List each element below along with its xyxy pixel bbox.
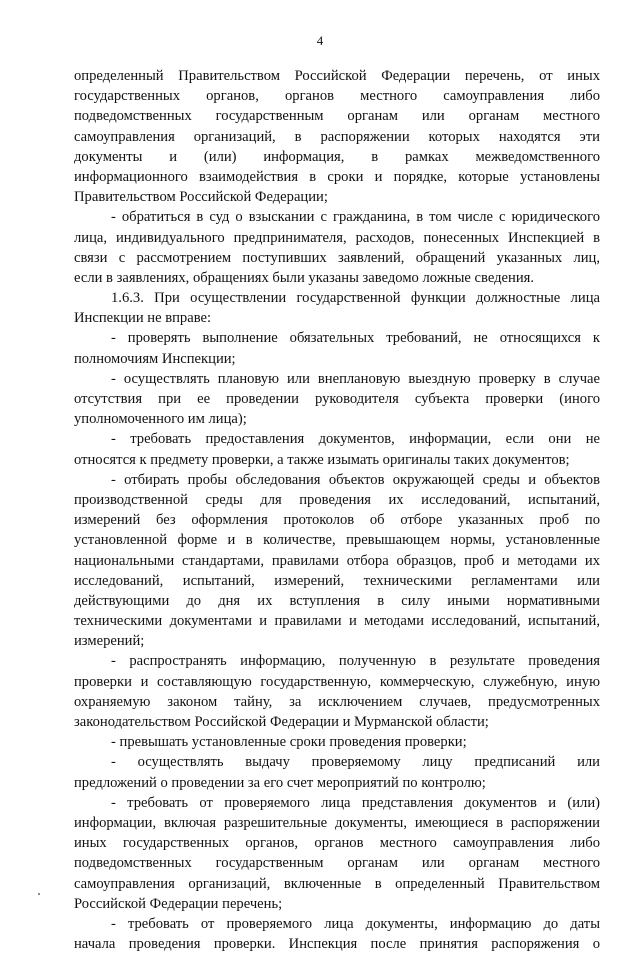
text-line: измерений; bbox=[74, 633, 145, 650]
text-line: - требовать от проверяемого лица представления документов и (или) bbox=[111, 794, 600, 811]
text-line: определенный Правительством Российской Федерации перечень, от иных bbox=[74, 68, 600, 84]
text-line: - превышать установленные сроки проведения проверки; bbox=[111, 734, 467, 751]
text-line: Инспекции не вправе: bbox=[74, 310, 212, 327]
text-line: - требовать предоставления документов, информации, если они не bbox=[111, 431, 600, 448]
text-line: относятся к предмету проверки, а также изымать оригиналы таких документов; bbox=[74, 451, 570, 468]
text-line: - обратиться в суд о взыскании с гражданина, в том числе с юридического bbox=[111, 209, 600, 226]
text-line: 1.6.3. При осуществлении государственной функции должностные лица bbox=[111, 290, 600, 307]
text-line: законодательством Российской Федерации и Мурманской области; bbox=[74, 714, 489, 730]
page-number: 4 bbox=[316, 33, 324, 48]
text-line: Российской Федерации перечень; bbox=[74, 895, 283, 912]
text-line: производственной среды для проведения их исследований, испытаний, bbox=[74, 491, 600, 508]
document-body bbox=[74, 66, 600, 954]
text-line: Правительством Российской Федерации; bbox=[74, 189, 328, 206]
text-line: подведомственных государственным органам или органам местного bbox=[74, 855, 600, 872]
text-line: - распространять информацию, полученную в результате проведения bbox=[111, 653, 600, 670]
text-line: самоуправления организаций, в распоряжении которых находятся эти bbox=[74, 128, 600, 145]
scan-speck bbox=[38, 893, 40, 895]
text-line: - требовать от проверяемого лица документы, информацию до даты bbox=[111, 915, 600, 932]
text-line: информационного взаимодействия в сроки и порядке, которые установлены bbox=[74, 168, 600, 185]
text-line: иных государственных органов, органов местного самоуправления либо bbox=[74, 835, 600, 852]
text-line: - осуществлять плановую или внеплановую выездную проверку в случае bbox=[111, 370, 600, 387]
text-line: техническими документами и правилами и методами исследований, испытаний, bbox=[74, 613, 600, 630]
text-line: начала проведения проверки. Инспекция после принятия распоряжения о bbox=[74, 936, 600, 953]
text-line: связи с рассмотрением поступивших заявлений, обращений указанных лиц, bbox=[74, 249, 600, 266]
text-line: установленной форме и в количестве, превышающем нормы, установленные bbox=[74, 532, 600, 549]
text-line: - проверять выполнение обязательных требований, не относящихся к bbox=[111, 330, 600, 347]
text-line: проверки и составляющую государственную, коммерческую, служебную, иную bbox=[74, 673, 600, 690]
text-line: - осуществлять выдачу проверяемому лицу предписаний или bbox=[111, 754, 600, 771]
text-line: действующими до дня их вступления в силу иными нормативными bbox=[74, 592, 600, 609]
text-line: национальными стандартами, правилами отбора образцов, проб и методами их bbox=[74, 552, 600, 569]
text-line: - отбирать пробы обследования объектов окружающей среды и объектов bbox=[111, 471, 600, 488]
text-line: подведомственных государственным органам или органам местного bbox=[74, 108, 600, 125]
text-line: государственных органов, органов местного самоуправления либо bbox=[74, 88, 600, 105]
text-line: охраняемую законом тайну, за исключением случаев, предусмотренных bbox=[74, 693, 600, 710]
text-line: полномочиям Инспекции; bbox=[74, 350, 236, 367]
text-line: уполномоченного им лица); bbox=[74, 411, 247, 428]
text-line: если в заявлениях, обращениях были указаны заведомо ложные сведения. bbox=[74, 269, 534, 286]
text-line: измерений без оформления протоколов об отборе указанных проб по bbox=[74, 512, 600, 529]
text-line: документы и (или) информация, в рамках межведомственного bbox=[74, 148, 600, 165]
text-line: исследований, испытаний, измерений, техническими регламентами или bbox=[74, 572, 600, 589]
text-line: самоуправления организаций, включенные в определенный Правительством bbox=[74, 875, 600, 892]
text-line: предложений о проведении за его счет мероприятий по контролю; bbox=[74, 774, 486, 791]
text-line: лица, индивидуального предпринимателя, расходов, понесенных Инспекцией в bbox=[74, 229, 600, 246]
text-line: отсутствия при ее проведении руководителя субъекта проверки (иного bbox=[74, 391, 600, 407]
text-line: информации, включая разрешительные документы, имеющиеся в распоряжении bbox=[74, 814, 600, 831]
